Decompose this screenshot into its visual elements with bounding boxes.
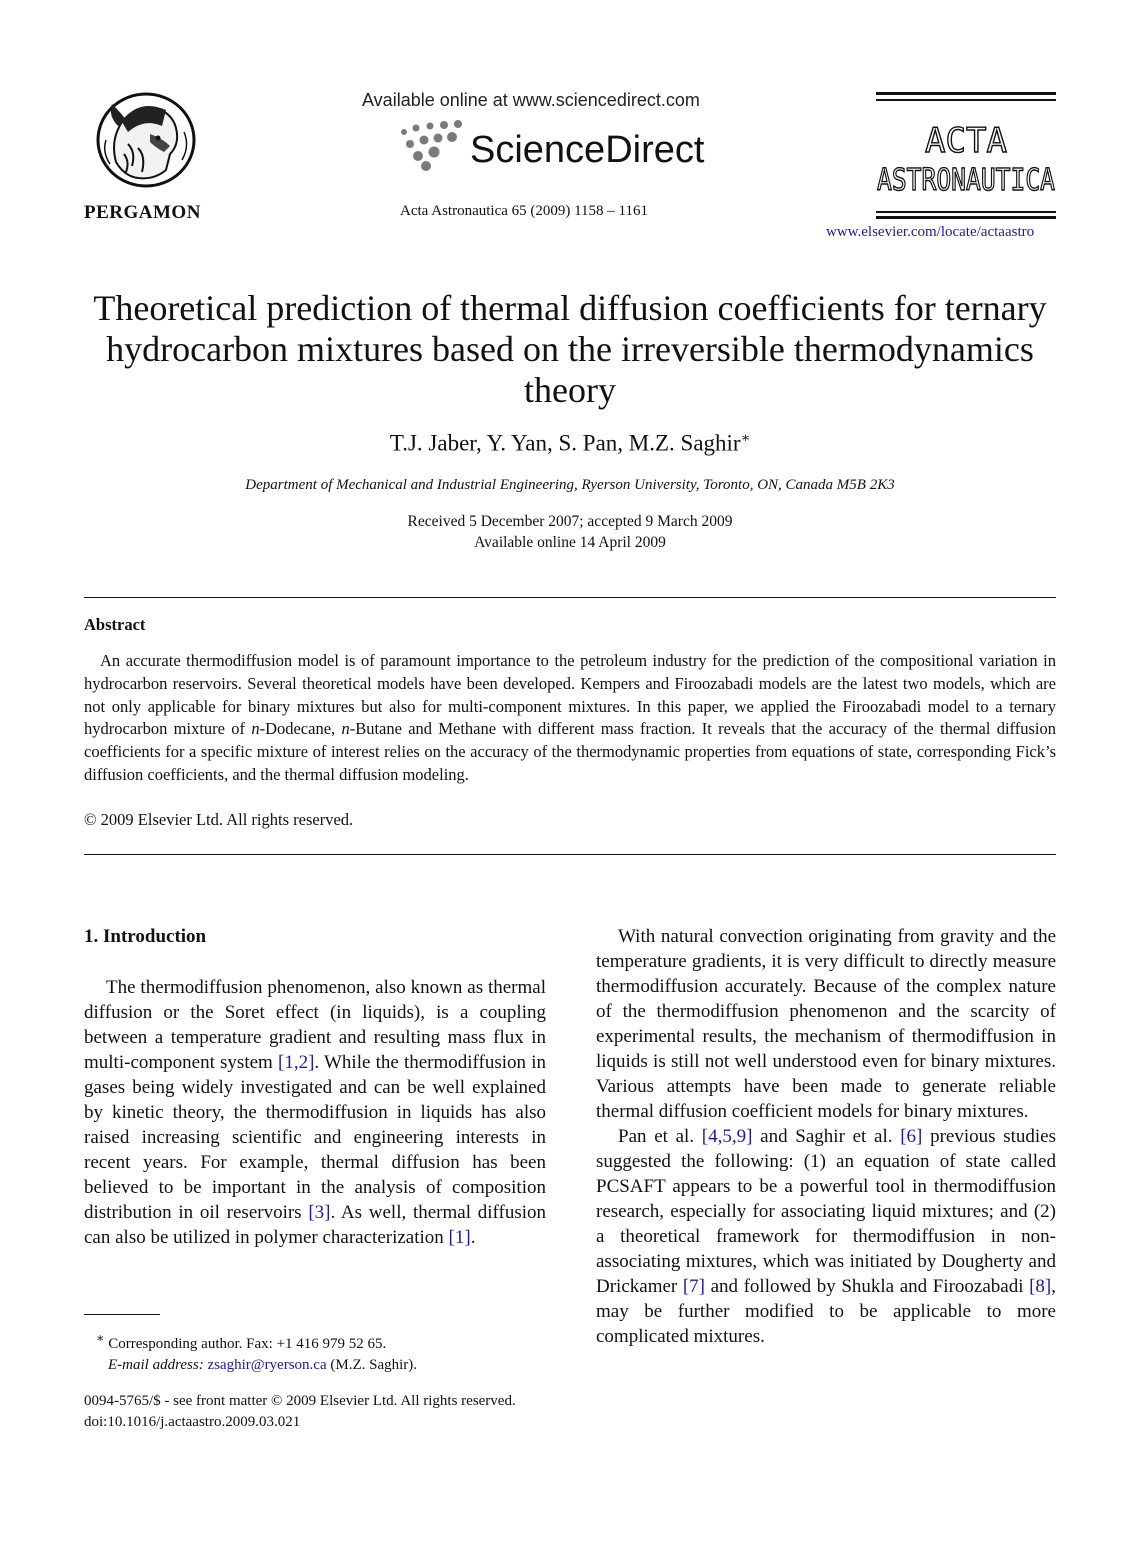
abstract-text-3: -Butane and Methane with different mass fraction. It reveals that the accuracy of the thermal diffusion coefficients for a specific mixture of interest relies on the accuracy of the thermodynamic properties from equations of state, corresponding Fick’s diffusion coefficients, and the thermal diffusion modeling. [84,719,1056,784]
citation-link[interactable]: [6] [900,1126,923,1147]
footnote-line-2 [96,1355,417,1376]
abstract-top-divider [84,597,1056,598]
footnote-line-1 [96,1328,417,1355]
footnote-text: Corresponding author. Fax: +1 416 979 52 65. [108,1336,387,1352]
body-text: and Saghir et al. [752,1126,901,1147]
abstract-body [84,650,1056,787]
body-text: and followed by Shukla and Firoozabadi [704,1276,1030,1297]
body-text: previous studies suggested the following: (1) an equation of state called PCSAFT appears to be a powerful tool in thermodiffusion research, especially for associating liquid mixtures; and (2) a theoretical framework for thermodiffusion in non-associating mixtures, which was initiated by Dougherty and Drickamer [596,1126,1056,1297]
footnote-mark: ∗ [96,1331,105,1345]
abstract-text-2: -Dodecane, [259,719,342,739]
article-title: Theoretical prediction of thermal diffusion coefficients for ternary hydrocarbon mixtures based on the irreversible thermodynamics theory [93,288,1047,410]
sciencedirect-logo [392,118,705,172]
citation-link[interactable]: [7] [682,1276,705,1297]
left-column [84,924,546,1250]
abstract-copyright: © 2009 Elsevier Ltd. All rights reserved. [84,810,354,829]
email-label: E-mail address: [108,1357,204,1373]
intro-paragraph-3 [596,1124,1056,1349]
email-link[interactable]: zsaghir@ryerson.ca [207,1357,327,1373]
issn-line: 0094-5765/$ - see front matter © 2009 Elsevier Ltd. All rights reserved. [84,1393,516,1409]
body-text: . As well, thermal diffusion can also be utilized in polymer characterization [84,1202,546,1248]
body-text: . [470,1227,476,1248]
acta-astronautica-logo [874,92,1058,220]
abstract-paragraph [84,650,1056,787]
citation-link[interactable]: [4,5,9] [701,1126,753,1147]
abstract-italic-n: n [341,719,350,739]
author-affiliation: Department of Mechanical and Industrial Engineering, Ryerson University, Toronto, ON, Canada M5B 2K3 [245,477,895,493]
footnote [96,1328,417,1376]
abstract-heading: Abstract [84,615,146,634]
intro-paragraph-2: With natural convection originating from gravity and the temperature gradients, it is very difficult to directly measure thermodiffusion accurately. Because of the complex nature of the thermodiffusion phenomenon and the scarcity of experimental results, the mechanism of thermodiffusion in liquids is still not well understood even for binary mixtures. Various attempts have been made to generate reliable thermal diffusion coefficient models for binary mixtures. [596,926,1056,1122]
body-text: . While the thermodiffusion in gases being widely investigated and can be well explained by kinetic theory, the thermodiffusion in liquids has also raised increasing scientific and engineering interests in recent years. For example, thermal diffusion has been believed to be important in the analysis of composition distribution in oil reservoirs [84,1052,546,1223]
doi-line: doi:10.1016/j.actaastro.2009.03.021 [84,1414,301,1430]
received-date: Received 5 December 2007; accepted 9 March 2009 [407,513,733,530]
body-text: The thermodiffusion phenomenon, also known as thermal diffusion or the Soret effect (in liquids), is a coupling between a temperature gradient and resulting mass flux in multi-component system [84,977,546,1073]
acta-logo-line1: ACTA [925,121,1007,161]
email-owner: (M.Z. Saghir). [330,1357,418,1373]
authors-text: T.J. Jaber, Y. Yan, S. Pan, M.Z. Saghir [389,430,741,456]
publisher-name: PERGAMON [84,202,201,223]
journal-url-link[interactable]: www.elsevier.com/locate/actaastro [826,224,1035,240]
body-text: , may be further modified to be applicable to more complicated mixtures. [596,1276,1056,1347]
front-matter [84,1391,516,1433]
available-online-date: Available online 14 April 2009 [474,534,666,551]
right-column [596,924,1056,1349]
abstract-text-1: An accurate thermodiffusion model is of paramount importance to the petroleum industry for the prediction of the compositional variation in hydrocarbon reservoirs. Several theoretical models have been developed. Kempers and Firoozabadi models are the latest two models, which are not only applicable for binary mixtures but also for multi-component mixtures. In this paper, we applied the Firoozabadi model to a ternary hydrocarbon mixture of [84,651,1056,739]
footnote-divider [84,1314,160,1315]
available-online-text: Available online at www.sciencedirect.com [362,90,700,110]
section-heading-introduction: 1. Introduction [84,926,207,947]
pergamon-logo [88,92,208,192]
acta-logo-line2: ASTRONAUTICA [877,163,1055,198]
corresponding-author-mark[interactable]: ∗ [740,431,751,446]
citation-link[interactable]: [1,2] [278,1052,315,1073]
author-list [80,430,1060,457]
journal-reference: Acta Astronautica 65 (2009) 1158 – 1161 [400,203,649,219]
abstract-italic-n: n [251,719,260,739]
sciencedirect-logo-text: ScienceDirect [470,129,705,171]
body-text: Pan et al. [618,1126,702,1147]
citation-link[interactable]: [8] [1029,1276,1052,1297]
citation-link[interactable]: [3] [308,1202,331,1223]
intro-paragraph-1 [84,975,546,1250]
citation-link[interactable]: [1] [448,1227,471,1248]
abstract-bottom-divider [84,854,1056,855]
article-dates [80,511,1060,553]
